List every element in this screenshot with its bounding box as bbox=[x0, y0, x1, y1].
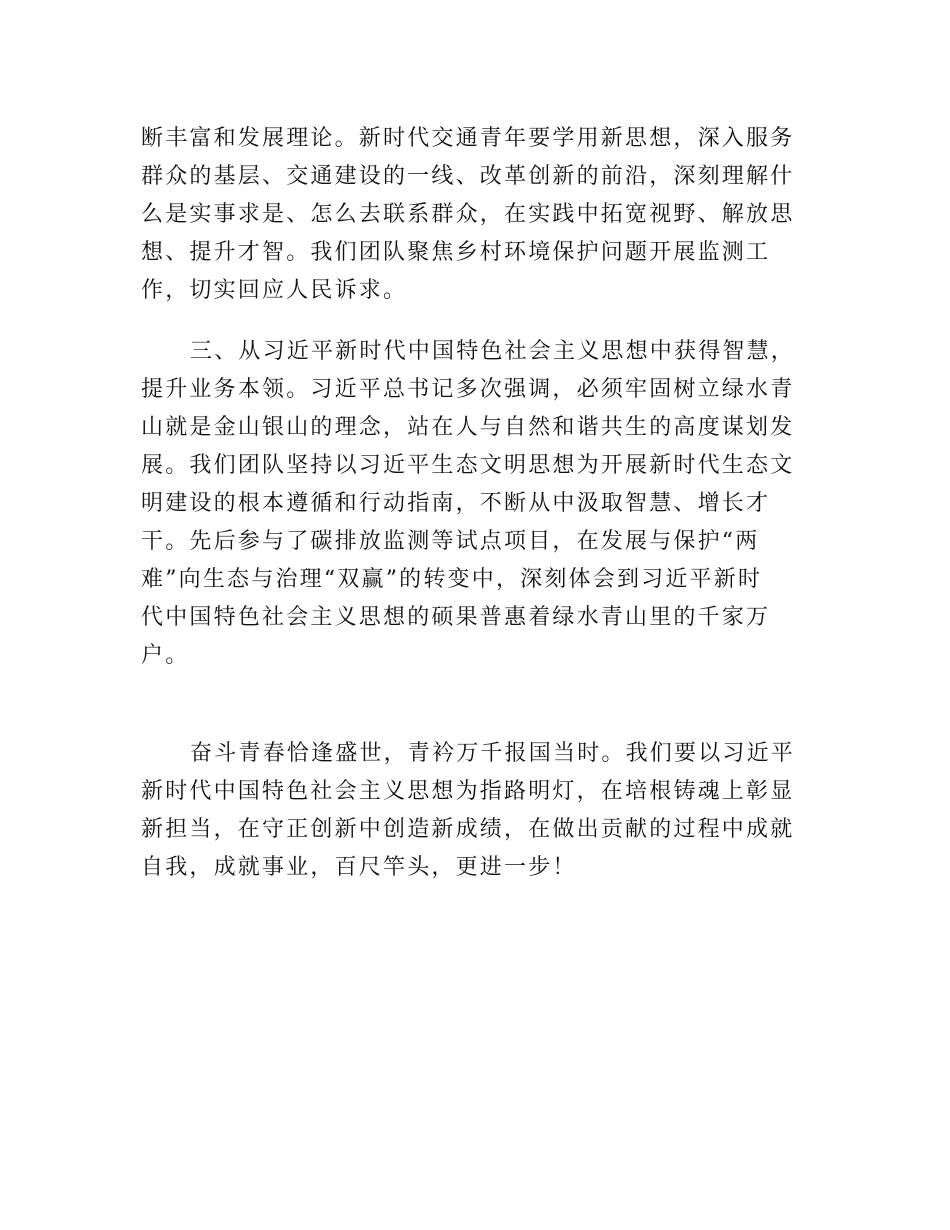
text-line: 三、从习近平新时代中国特色社会主义思想中获得智慧， bbox=[190, 339, 796, 364]
text-line: 断丰富和发展理论。新时代交通青年要学用新思想，深入服务 bbox=[141, 126, 795, 151]
paragraph-continuation bbox=[141, 120, 813, 310]
paragraph-conclusion bbox=[141, 735, 813, 887]
text-line: 么是实事求是、怎么去联系群众，在实践中拓宽视野、解放思 bbox=[141, 202, 795, 227]
text-line: 干。先后参与了碳排放监测等试点项目，在发展与保护“两 bbox=[141, 529, 760, 554]
text-line: 奋斗青春恰逢盛世，青衿万千报国当时。我们要以习近平 bbox=[190, 741, 796, 766]
text-line: 想、提升才智。我们团队聚焦乡村环境保护问题开展监测工 bbox=[141, 240, 771, 265]
text-line: 展。我们团队坚持以习近平生态文明思想为开展新时代生态文 bbox=[141, 453, 795, 478]
text-line: 群众的基层、交通建设的一线、改革创新的前沿，深刻理解什 bbox=[141, 164, 795, 189]
text-line: 难”向生态与治理“双赢”的转变中，深刻体会到习近平新时 bbox=[141, 567, 763, 592]
text-line: 山就是金山银山的理念，站在人与自然和谐共生的高度谋划发 bbox=[141, 415, 795, 440]
text-line: 新担当，在守正创新中创造新成绩，在做出贡献的过程中成就 bbox=[141, 817, 795, 842]
text-line: 提升业务本领。习近平总书记多次强调，必须牢固树立绿水青 bbox=[141, 377, 795, 402]
text-line: 代中国特色社会主义思想的硕果普惠着绿水青山里的千家万 bbox=[141, 605, 771, 630]
text-line: 新时代中国特色社会主义思想为指路明灯，在培根铸魂上彰显 bbox=[141, 779, 795, 804]
text-line: 自我，成就事业，百尺竿头，更进一步！ bbox=[141, 855, 577, 880]
text-line: 作，切实回应人民诉求。 bbox=[141, 278, 408, 303]
text-line: 户。 bbox=[141, 643, 190, 668]
paragraph-section-three bbox=[141, 333, 813, 675]
text-line: 明建设的根本遵循和行动指南，不断从中汲取智慧、增长才 bbox=[141, 491, 771, 516]
